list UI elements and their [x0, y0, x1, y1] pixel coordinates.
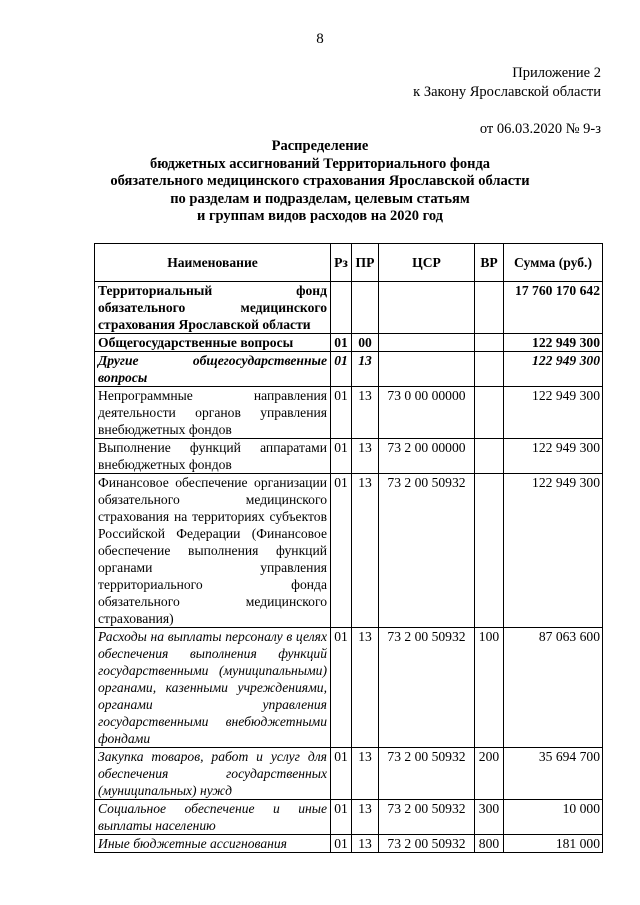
row-vr [475, 352, 504, 387]
row-csr [379, 352, 475, 387]
row-pr: 13 [352, 800, 379, 835]
page-number: 8 [316, 31, 324, 47]
header-vr: ВР [475, 244, 504, 282]
row-pr: 13 [352, 474, 379, 628]
row-csr [379, 282, 475, 334]
row-vr [475, 282, 504, 334]
row-pr: 00 [352, 334, 379, 352]
row-rz: 01 [331, 628, 352, 748]
table-row [95, 800, 603, 835]
row-name: Общегосударственные вопросы [95, 334, 331, 352]
row-csr: 73 0 00 00000 [379, 387, 475, 439]
row-name: Выполнение функций аппаратами внебюджетных фондов [95, 439, 331, 474]
row-csr: 73 2 00 50932 [379, 628, 475, 748]
title-line-4: по разделам и подразделам, целевым статьям [170, 190, 470, 207]
table-header-row [95, 244, 603, 282]
title-line-5: и группам видов расходов на 2020 год [196, 208, 444, 225]
row-csr: 73 2 00 50932 [379, 835, 475, 853]
row-rz: 01 [331, 352, 352, 387]
row-sum: 122 949 300 [504, 352, 603, 387]
appendix-line-3: от 06.03.2020 № 9-з [479, 121, 601, 137]
row-sum: 35 694 700 [504, 748, 603, 800]
row-sum: 122 949 300 [504, 439, 603, 474]
row-rz: 01 [331, 334, 352, 352]
header-rz: Рз [331, 244, 352, 282]
row-pr: 13 [352, 835, 379, 853]
row-vr: 200 [475, 748, 504, 800]
table-row [95, 352, 603, 387]
document-title [0, 138, 640, 226]
row-rz: 01 [331, 800, 352, 835]
table-row [95, 835, 603, 853]
row-sum: 122 949 300 [504, 474, 603, 628]
row-sum: 17 760 170 642 [504, 282, 603, 334]
header-sum: Сумма (руб.) [504, 244, 603, 282]
row-vr [475, 334, 504, 352]
row-rz [331, 282, 352, 334]
table-row [95, 439, 603, 474]
row-rz: 01 [331, 474, 352, 628]
title-line-2: бюджетных ассигнований Территориального фонда [149, 155, 491, 172]
table-row [95, 282, 603, 334]
row-csr: 73 2 00 50932 [379, 800, 475, 835]
row-sum: 122 949 300 [504, 387, 603, 439]
row-sum: 87 063 600 [504, 628, 603, 748]
appendix-block [413, 64, 601, 139]
table-row [95, 628, 603, 748]
row-vr: 800 [475, 835, 504, 853]
table-row [95, 387, 603, 439]
budget-table [94, 243, 603, 853]
row-name: Другие общегосударственные вопросы [95, 352, 331, 387]
title-line-3: обязательного медицинского страхования Ярославской области [110, 173, 530, 190]
row-name: Финансовое обеспечение организации обязательного медицинского страхования на территориях субъектов Российской Федерации (Финансовое обеспечение выполнения функций органами управления территориального фонда обязательного медицинского страхования) [95, 474, 331, 628]
row-sum: 10 000 [504, 800, 603, 835]
table-row [95, 748, 603, 800]
row-vr: 300 [475, 800, 504, 835]
row-name: Социальное обеспечение и иные выплаты населению [95, 800, 331, 835]
row-csr [379, 334, 475, 352]
table-row [95, 334, 603, 352]
row-name: Закупка товаров, работ и услуг для обеспечения государственных (муниципальных) нужд [95, 748, 331, 800]
row-vr [475, 387, 504, 439]
appendix-line-2: к Закону Ярославской области [413, 84, 601, 100]
row-name: Иные бюджетные ассигнования [95, 835, 331, 853]
row-pr [352, 282, 379, 334]
row-vr [475, 474, 504, 628]
appendix-line-1: Приложение 2 [512, 65, 601, 81]
row-name: Непрограммные направления деятельности органов управления внебюджетных фондов [95, 387, 331, 439]
row-csr: 73 2 00 50932 [379, 748, 475, 800]
row-csr: 73 2 00 00000 [379, 439, 475, 474]
row-name: Территориальный фонд обязательного медицинского страхования Ярославской области [95, 282, 331, 334]
header-csr: ЦСР [379, 244, 475, 282]
row-csr: 73 2 00 50932 [379, 474, 475, 628]
header-name: Наименование [95, 244, 331, 282]
row-sum: 122 949 300 [504, 334, 603, 352]
row-pr: 13 [352, 352, 379, 387]
row-pr: 13 [352, 628, 379, 748]
row-rz: 01 [331, 439, 352, 474]
row-sum: 181 000 [504, 835, 603, 853]
row-rz: 01 [331, 748, 352, 800]
header-pr: ПР [352, 244, 379, 282]
row-pr: 13 [352, 748, 379, 800]
row-rz: 01 [331, 387, 352, 439]
row-pr: 13 [352, 439, 379, 474]
row-name: Расходы на выплаты персоналу в целях обеспечения выполнения функций государственными (муниципальными) органами, казенными учреждениями, органами управления государственными внебюджетными фондами [95, 628, 331, 748]
row-rz: 01 [331, 835, 352, 853]
title-line-1: Распределение [271, 138, 369, 154]
table-row [95, 474, 603, 628]
row-pr: 13 [352, 387, 379, 439]
row-vr: 100 [475, 628, 504, 748]
row-vr [475, 439, 504, 474]
